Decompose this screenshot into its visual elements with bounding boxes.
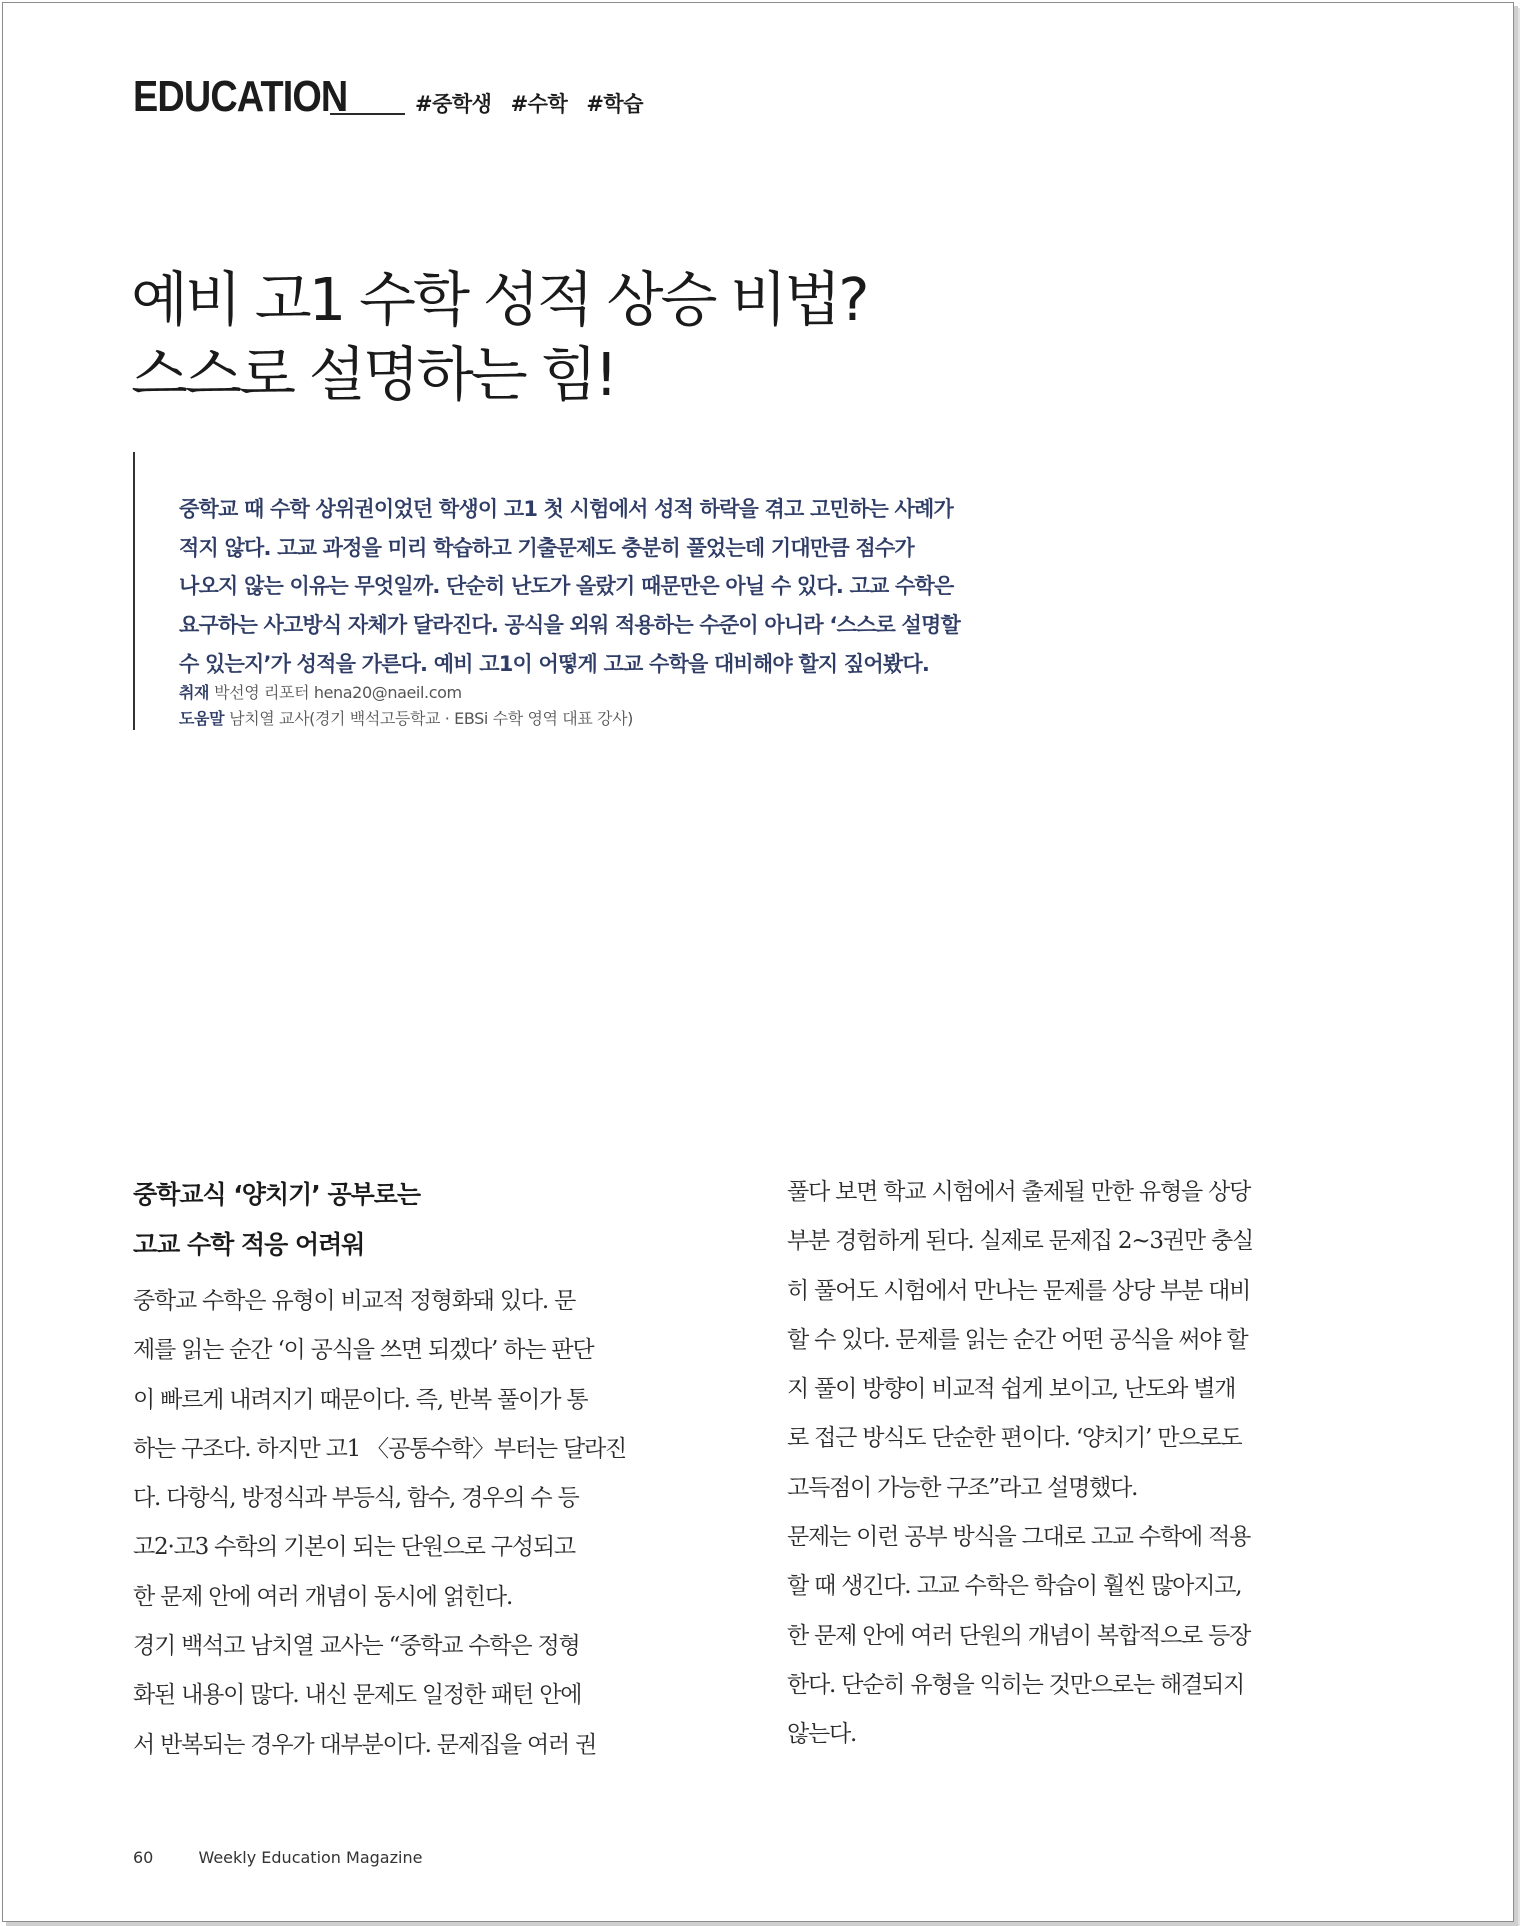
body-line: 문제는 이런 공부 방식을 그대로 고교 수학에 적용 — [787, 1524, 1251, 1551]
lead-box — [133, 452, 1095, 730]
body-line: 한 문제 안에 여러 개념이 동시에 얽힌다. — [133, 1583, 513, 1610]
tag: #학습 — [586, 92, 643, 116]
section-label: EDUCATION — [133, 72, 348, 121]
lead-line: 중학교 때 수학 상위권이었던 학생이 고1 첫 시험에서 성적 하락을 겪고 고민하는 사례가 — [179, 497, 953, 521]
body-line: 하는 구조다. 하지만 고1 〈공통수학〉부터는 달라진 — [133, 1435, 627, 1462]
credit-label: 도움말 — [179, 709, 225, 728]
credit-value: 남치열 교사(경기 백석고등학교 · EBSi 수학 영역 대표 강사) — [229, 709, 634, 728]
tag-list — [415, 88, 657, 118]
lead-line: 수 있는지’가 성적을 가른다. 예비 고1이 어떻게 고교 수학을 대비해야 할지 짚어봤다. — [179, 651, 930, 676]
body-line: 할 수 있다. 문제를 읽는 순간 어떤 공식을 써야 할 — [787, 1326, 1248, 1353]
body-line: 다. 다항식, 방정식과 부등식, 함수, 경우의 수 등 — [133, 1485, 579, 1512]
body-line: 서 반복되는 경우가 대부분이다. 문제집을 여러 권 — [133, 1731, 597, 1758]
body-line: 고득점이 가능한 구조”라고 설명했다. — [787, 1474, 1138, 1501]
body-line: 경기 백석고 남치열 교사는 “중학교 수학은 정형 — [133, 1633, 580, 1660]
body-line: 지 풀이 방향이 비교적 쉽게 보이고, 난도와 별개 — [787, 1376, 1236, 1403]
page-number: 60 — [133, 1848, 154, 1867]
lead-line: 나오지 않는 이유는 무엇일까. 단순히 난도가 올랐기 때문만은 아닐 수 있다. 고교 수학은 — [179, 574, 954, 599]
body-line: 풀다 보면 학교 시험에서 출제될 만한 유형을 상당 — [787, 1179, 1251, 1205]
tag: #수학 — [510, 92, 568, 116]
body-line: 제를 읽는 순간 ‘이 공식을 쓰면 되겠다’ 하는 판단 — [133, 1337, 594, 1364]
body-line: 않는다. — [787, 1721, 857, 1748]
subhead-line: 고교 수학 적응 어려워 — [133, 1230, 365, 1259]
page-footer — [133, 1848, 422, 1867]
body-line: 중학교 수학은 유형이 비교적 정형화돼 있다. 문 — [133, 1288, 576, 1314]
article-subhead — [133, 1170, 699, 1270]
body-line: 한 문제 안에 여러 단원의 개념이 복합적으로 등장 — [787, 1622, 1251, 1649]
body-line: 로 접근 방식도 단순한 편이다. ‘양치기’ 만으로도 — [787, 1425, 1242, 1452]
body-line: 부분 경험하게 된다. 실제로 문제집 2~3권만 충실 — [787, 1228, 1254, 1255]
lead-line: 적지 않다. 고교 과정을 미리 학습하고 기출문제도 충분히 풀었는데 기대만큼 점수가 — [179, 535, 914, 560]
body-line: 이 빠르게 내려지기 때문이다. 즉, 반복 풀이가 통 — [133, 1386, 588, 1413]
credits — [179, 680, 633, 732]
headline-line-2: 스스로 설명하는 힘! — [131, 340, 616, 409]
header-rule — [330, 113, 405, 115]
subhead-line: 중학교식 ‘양치기’ 공부로는 — [133, 1180, 421, 1209]
lead-paragraph — [179, 490, 1079, 684]
body-line: 한다. 단순히 유형을 익히는 것만으로는 해결되지 — [787, 1671, 1245, 1698]
credit-reporter — [179, 680, 633, 706]
article-column-right — [787, 1168, 1355, 1760]
lead-line: 요구하는 사고방식 자체가 달라진다. 공식을 외워 적용하는 수준이 아니라 ‘스스로 설명할 — [179, 613, 960, 638]
magazine-name: Weekly Education Magazine — [198, 1848, 423, 1867]
body-line: 화된 내용이 많다. 내신 문제도 일정한 패턴 안에 — [133, 1682, 582, 1709]
tag: #중학생 — [415, 92, 492, 116]
credit-label: 취재 — [179, 683, 210, 702]
headline-line-1: 예비 고1 수학 성적 상승 비법? — [131, 265, 867, 334]
credit-advisor — [179, 706, 633, 732]
headline — [131, 262, 867, 412]
article-column-left — [133, 1170, 699, 1770]
credit-value: 박선영 리포터 hena20@naeil.com — [214, 683, 462, 702]
body-line: 할 때 생긴다. 고교 수학은 학습이 훨씬 많아지고, — [787, 1573, 1242, 1600]
body-line: 히 풀어도 시험에서 만나는 문제를 상당 부분 대비 — [787, 1277, 1251, 1304]
body-line: 고2·고3 수학의 기본이 되는 단원으로 구성되고 — [133, 1534, 575, 1561]
